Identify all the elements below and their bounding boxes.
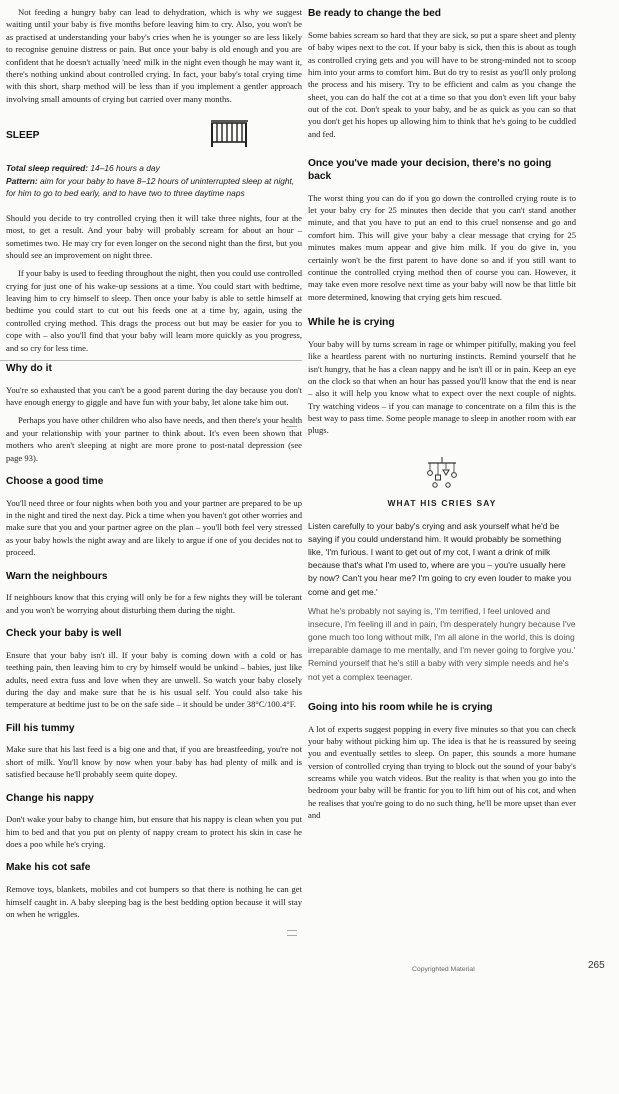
cot-heading: Make his cot safe [6,862,91,874]
sleep-heading: SLEEP [6,130,40,142]
decision-paragraph: The worst thing you can do if you go down the controlled crying route is to let your baby cry for 25 minutes then decide that you can't stand another minute, and that you have to put an end to this cruel nonsense and go and comfort him. This will give your baby a clear message that crying for 25 minutes makes mum appear and give him milk. If you do give in, you certainly won't be the first parent to have done so and if you still want to continue the controlled crying method then of course you can. However, it may take even more resolve next time as your baby will now be that little bit more determined, knowing that crying gets him rescued. [308,192,576,302]
crying-paragraph: Your baby will by turns scream in rage or whimper pitifully, making you feel like a heartless parent with no nurturing instincts. Remind yourself that he isn't hungry, that he has a clean nappy and he isn't ill or in pain. Keep an eye on the clock so that when an hour has passed you'll know that the end is near – also it will help you know what to expect over the next couple of nights. Try watching videos – if you can manage to concentrate on a film this is the best way to pass time. Some people manage to sleep in another room with ear plugs. [308,338,576,436]
sleep-required-label: Total sleep required: [6,163,89,173]
left-column [6,6,302,926]
section-divider [0,360,302,361]
why-paragraph-2: Perhaps you have other children who also have needs, and then there's your health and your relationship with your partner to think about. It's even been shown that mothers who aren't sleeping at night are more prone to post-natal depression (see page 93). [6,415,302,463]
why-heading: Why do it [6,362,52,374]
bed-paragraph: Some babies scream so hard that they are sick, so put a spare sheet and plenty of baby wipes next to the cot. If your baby is sick, then this is about as tough as controlled crying gets and you will have to be strong-minded not to scoop him into your arms to comfort him. But do try to resist as you'll only prolong the process and his misery. Try to be efficient and calm as you change the sheet, you can do half the cot at a time so that you don't even lift your baby out of the cot. Don't speak to your baby, and be as quick as you can so that you don't get his hopes up allowing him to think that he's going to be cuddled and fed. [308,29,576,139]
good-time-heading: Choose a good time [6,475,104,487]
check-paragraph: Ensure that your baby isn't ill. If your baby is coming down with a cold or has teething pain, then leaving him to cry by himself would be unkind – babies, just like adults, need extra fuss and love when they are unwell. So watch your baby closely during the day and make sure that he is his usual self. You could also take his temperature at bedtime just to be on the safe side – it should be under 38°C/100.4°F. [6,649,302,710]
tummy-heading: Fill his tummy [6,722,75,734]
sleep-header [6,119,302,154]
cries-heading: WHAT HIS CRIES SAY [387,497,497,508]
cot-paragraph: Remove toys, blankets, mobiles and cot bumpers so that there is nothing he can get himself caught in. A baby sleeping bag is the best bedding option because it will stay on when he wriggles. [6,884,302,919]
sleep-summary [6,162,302,200]
copyright-notice: Copyrighted Material [412,966,475,973]
room-heading: Going into his room while he is crying [308,701,493,713]
right-column [308,6,576,828]
sleep-pattern-label: Pattern: [6,175,38,186]
mobile-icon [308,457,576,494]
sleep-pattern-value: aim for your baby to have 8–12 hours of uninterrupted sleep at night, for him to go to bed early, and to have two to three daytime naps [6,175,295,199]
neighbours-paragraph: If neighbours know that this crying will only be for a few nights they will be tolerant and you won't be worrying about disturbing them during the night. [6,592,302,615]
bed-heading: Be ready to change the bed [308,8,442,19]
why-paragraph-1: You're so exhausted that you can't be a good parent during the day because you don't have enough energy to giggle and have fun with your baby, let alone take him out. [6,384,302,408]
good-time-paragraph: You'll need three or four nights when both you and your partner are prepared to be up in the night and tired the next day. Pick a time when you haven't got other worries and make sure that you and your partner agree on the plan – you'll both feel very stressed as your baby howls the night away and are likely to argue if one of you decides not to proceed. [6,497,302,558]
cot-icon [210,119,250,154]
margin-mark [287,930,297,931]
cries-paragraph-2: What he's probably not saying is, 'I'm terrified, I feel unloved and insecure, I'm feeling ill and in pain, I'm desperately hungry because I've gone much too long without milk, I'm all alone in the world, this is doing irreparable damage to me mentally, and I'm never going to forgive you.' Remind yourself that he's still a baby with very simple needs and he's not yet a complex teenager. [308,605,576,682]
check-heading: Check your baby is well [6,628,122,640]
sleep-paragraph-1: Should you decide to try controlled crying then it will take three nights, four at the most, to get a result. And your baby will probably scream for about an hour – sometimes two. He may cry for even longer on the second night than the first, but you should see an improvement on night three. [6,212,302,260]
decision-heading: Once you've made your decision, there's no going back [308,158,552,182]
cries-paragraph-1: Listen carefully to your baby's crying and ask yourself what he'd be saying if you could understand him. It would probably be something like, 'I'm furious. I want to get out of my cot, I want a drink of milk because that's what I'm used to, where are you – you're usually here by now? Can't you hear me? I'm going to cry even louder to make you come and get me.' [308,520,572,597]
crying-heading: While he is crying [308,317,395,328]
margin-mark [287,935,297,936]
intro-paragraph: Not feeding a hungry baby can lead to dehydration, which is why we suggest waiting until your baby is five months before leaving him to cry. Also, you won't be as practised at understanding your baby's cries when he is younger so are less likely to recognise genuine distress or pain. But once your baby is old enough and you are confident that he doesn't actually 'need' milk in the night even though he may want it, there's nothing unkind about controlled crying. In fact, your baby's total crying time with this short, sharp method will be less than if you implement a gentler approach involving small amounts of crying but carried over many months. [6,7,302,104]
room-paragraph: A lot of experts suggest popping in every five minutes so that you can check your baby without picking him up. The idea is that he is reassured by seeing you and eventually settles to sleep. On paper, this sounds a more humane version of controlled crying than trying to block out the sound of your baby's screams while you watch videos. But the reality is that when you go into the bedroom your baby will be frantic for you to lift him out of his cot, and when he realises that you're going to do no such thing, he'll be more upset than ever and [308,723,576,821]
sleep-paragraph-2: If your baby is used to feeding throughout the night, then you could use controlled crying for just one of his wake-up sessions at a time. You could start with bedtime, leaving him to cry himself to sleep. Then once your baby is able to settle himself at bedtime you could start to cut out his feeds one at a time by, again, using the controlled crying method. This drags the process out but may be easier for you to cope with – also you'll find that your baby will learn more quickly as you progress, and so cry for less time. [6,268,302,353]
nappy-paragraph: Don't wake your baby to change him, but ensure that his nappy is clean when you put him to bed and that you put on plenty of nappy cream to protect his skin in case he does a poo while he's crying. [6,814,302,850]
page-number: 265 [588,960,605,971]
tummy-paragraph: Make sure that his last feed is a big one and that, if you are breastfeeding, you're not short of milk. You'll know by now when your baby has had plenty of milk and is satisfied because he'll probably seem quite dopey. [6,744,302,780]
sleep-required-value: 14–16 hours a day [90,163,160,173]
margin-mark [287,426,297,427]
neighbours-heading: Warn the neighbours [6,570,108,582]
nappy-heading: Change his nappy [6,792,94,804]
